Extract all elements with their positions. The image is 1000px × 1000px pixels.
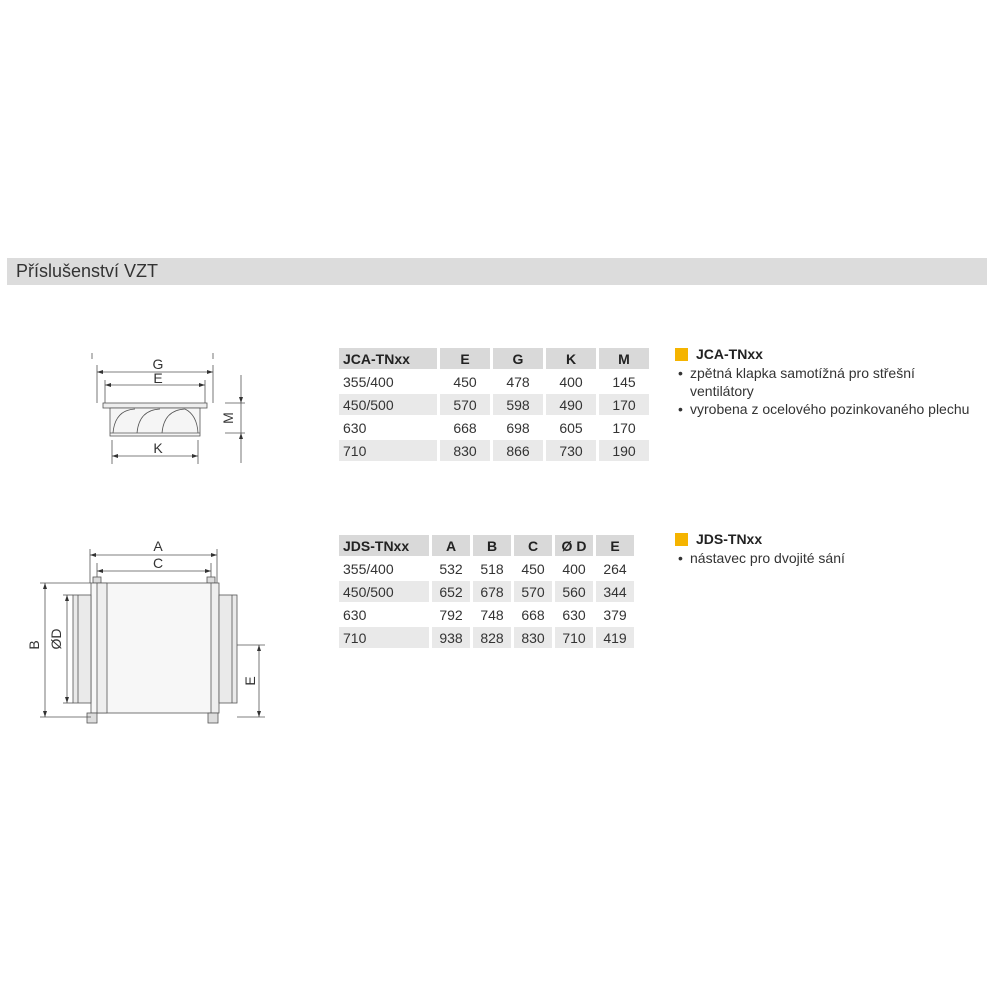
jds-title-text: JDS-TNxx — [696, 531, 763, 547]
table-cell: 598 — [493, 394, 543, 415]
jca-dim-k: K — [153, 440, 163, 456]
table-cell: 668 — [453, 419, 477, 436]
table-cell: 570 — [440, 394, 490, 415]
table-cell: 938 — [432, 627, 470, 648]
col-header: E — [440, 348, 490, 369]
table-header-row — [339, 348, 649, 369]
table-row — [339, 604, 634, 625]
table-row — [339, 581, 634, 602]
table-cell: 450 — [521, 560, 545, 577]
col-header: C — [514, 535, 552, 556]
table-cell: 668 — [521, 606, 545, 623]
table-cell: 450/500 — [339, 581, 429, 602]
table-cell: 344 — [596, 581, 634, 602]
jca-bullet-list — [675, 364, 975, 418]
table-cell: 450/500 — [339, 394, 437, 415]
jds-dimension-table — [336, 533, 637, 650]
jca-dim-e: E — [153, 370, 163, 386]
col-header: M — [599, 348, 649, 369]
jca-description — [675, 346, 975, 418]
table-cell: 518 — [480, 560, 504, 577]
list-item: • zpětná klapka samotížná pro střešní ventilátory — [675, 364, 975, 400]
table-cell: 419 — [596, 627, 634, 648]
table-row — [339, 417, 649, 438]
table-cell: 145 — [612, 373, 636, 390]
jds-description-title — [675, 531, 975, 547]
table-cell: 490 — [546, 394, 596, 415]
table-cell: 355/400 — [343, 373, 394, 390]
table-header-row — [339, 535, 634, 556]
jds-bullet-list — [675, 549, 975, 567]
col-header: JCA-TNxx — [339, 348, 437, 369]
table-cell: 710 — [339, 440, 437, 461]
table-cell: 792 — [439, 606, 463, 623]
table-cell: 355/400 — [343, 560, 394, 577]
col-header: B — [473, 535, 511, 556]
jca-dim-g: G — [152, 356, 164, 372]
table-cell: 678 — [473, 581, 511, 602]
table-cell: 560 — [555, 581, 593, 602]
table-cell: 400 — [562, 560, 586, 577]
table-row — [339, 558, 634, 579]
jca-drawing — [85, 345, 265, 470]
table-cell: 710 — [555, 627, 593, 648]
table-cell: 400 — [559, 373, 583, 390]
col-header: JDS-TNxx — [339, 535, 429, 556]
section-title: Příslušenství VZT — [16, 261, 159, 281]
table-cell: 710 — [339, 627, 429, 648]
table-cell: 532 — [439, 560, 463, 577]
table-cell: 652 — [432, 581, 470, 602]
table-cell: 450 — [453, 373, 477, 390]
table-cell: 830 — [440, 440, 490, 461]
jds-dim-e: E — [242, 676, 258, 686]
table-cell: 748 — [480, 606, 504, 623]
table-row — [339, 627, 634, 648]
accent-square-icon — [675, 348, 688, 361]
table-cell: 866 — [493, 440, 543, 461]
table-cell: 698 — [506, 419, 530, 436]
jds-description — [675, 531, 975, 567]
jds-dim-d: ØD — [48, 628, 64, 650]
table-cell: 630 — [343, 606, 367, 623]
jca-description-title — [675, 346, 975, 362]
table-row — [339, 394, 649, 415]
table-cell: 570 — [514, 581, 552, 602]
table-cell: 828 — [473, 627, 511, 648]
jds-drawing — [25, 535, 270, 735]
jca-title-text: JCA-TNxx — [696, 346, 763, 362]
section-header — [7, 258, 987, 285]
table-cell: 170 — [612, 419, 636, 436]
table-cell: 264 — [603, 560, 627, 577]
col-header: K — [546, 348, 596, 369]
jds-dim-b: B — [26, 640, 42, 650]
jca-dim-m: M — [220, 412, 236, 424]
table-cell: 190 — [599, 440, 649, 461]
jca-dimension-table — [336, 346, 652, 463]
col-header: E — [596, 535, 634, 556]
table-row — [339, 371, 649, 392]
accent-square-icon — [675, 533, 688, 546]
table-cell: 730 — [546, 440, 596, 461]
jds-dim-c: C — [152, 555, 164, 571]
col-header: Ø D — [555, 535, 593, 556]
table-cell: 630 — [343, 419, 367, 436]
list-item: • nástavec pro dvojité sání — [675, 549, 975, 567]
table-cell: 830 — [514, 627, 552, 648]
table-cell: 379 — [603, 606, 627, 623]
table-row — [339, 440, 649, 461]
list-item: • vyrobena z ocelového pozinkovaného plechu — [675, 400, 975, 418]
table-cell: 630 — [562, 606, 586, 623]
col-header: A — [432, 535, 470, 556]
jds-dim-a: A — [153, 538, 163, 554]
table-cell: 170 — [599, 394, 649, 415]
table-cell: 478 — [506, 373, 530, 390]
table-cell: 605 — [559, 419, 583, 436]
col-header: G — [493, 348, 543, 369]
